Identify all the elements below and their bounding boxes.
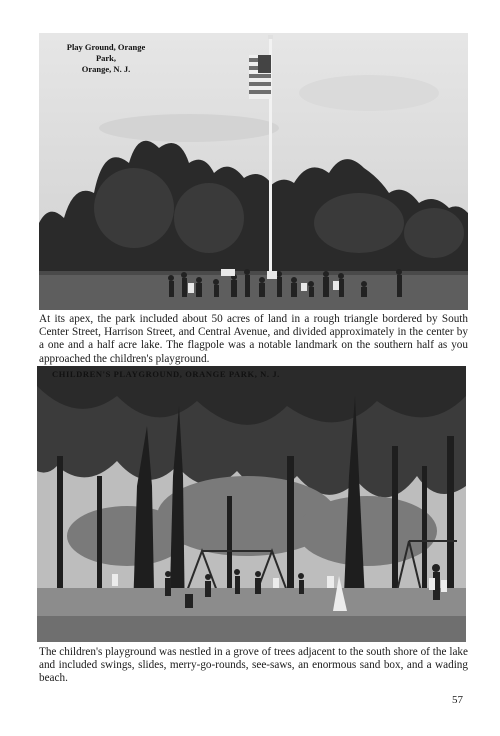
photo1-caption-line2: Orange, N. J. (81, 64, 131, 74)
page-number: 57 (452, 694, 463, 706)
photo2-printed-caption: CHILDREN'S PLAYGROUND, ORANGE PARK, N. J. (52, 369, 280, 379)
photo-illustration (37, 366, 466, 642)
caption-flagpole: At its apex, the park included about 50 acres of land in a rough triangle bordered by South Center Street, Harrison Street, and Central Avenue, and divided approximately in the center by a one and a half acre lake. The flagpole was a notable landmark on the southern half as you approached the children's playground. (39, 313, 468, 365)
photo1-printed-caption (56, 42, 156, 75)
childrens-playground-photo (37, 366, 466, 642)
photo1-caption-line1: Play Ground, Orange Park, (66, 42, 146, 63)
caption-childrens-playground: The children's playground was nestled in a grove of trees adjacent to the south shore of the lake and included swings, slides, merry-go-rounds, see-saws, an enormous sand box, and a wading beach. (39, 646, 468, 685)
